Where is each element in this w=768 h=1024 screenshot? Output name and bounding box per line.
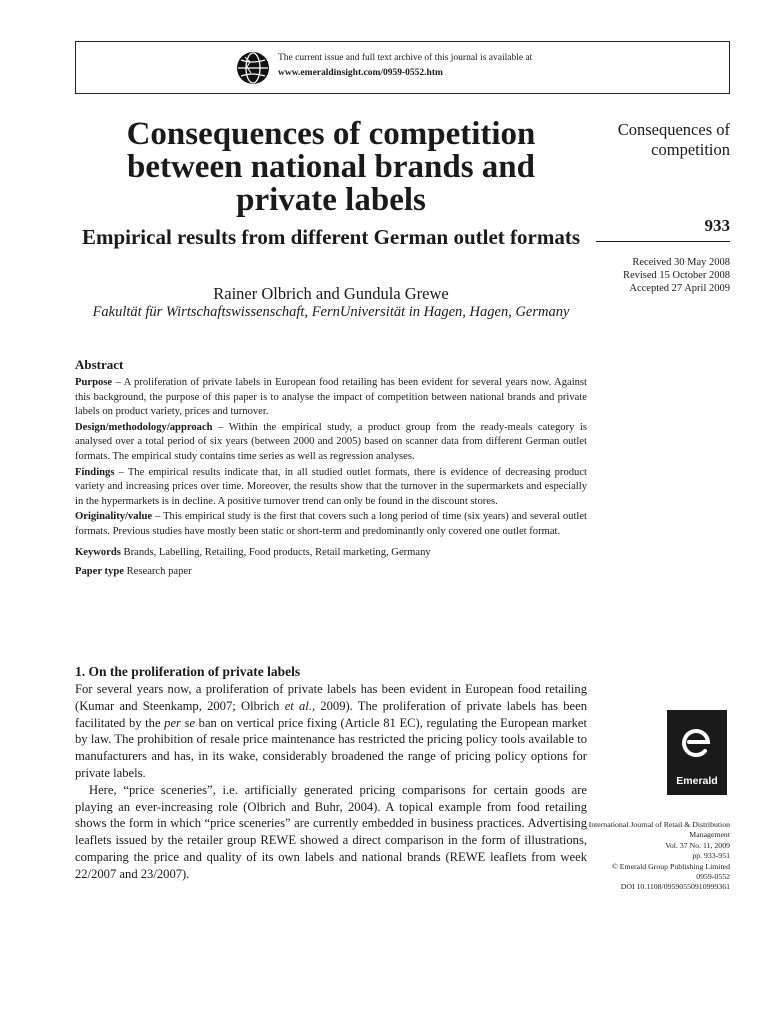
journal-issn: 0959-0552 [696,872,730,882]
abstract-design [75,421,587,465]
originality-text: – This empirical study is the first that covers such a long period of time (six years) and several outlet formats. Previous studies have mostly been static or short-term and predominantly only covered one outlet format. [75,511,587,537]
section-heading: 1. On the proliferation of private labels [75,664,301,679]
globe-icon [236,51,270,85]
purpose-text: – A proliferation of private labels in European food retailing has been evident for several years now. Against this background, the purpose of this paper is to analyse the impact of competition between national brands and private labels on product variety, prices and turnover. [75,377,587,418]
abstract-paper-type [75,565,587,580]
journal-info [580,820,730,893]
section-1 [75,664,587,883]
abstract-originality [75,510,587,539]
design-label: Design/methodology/approach [75,421,213,433]
body-paragraph: Here, “price sceneries”, i.e. artificially generated pricing comparisons for certain goods are playing an ever-increasing role (Olbrich and Buhr, 2004). A topical example from food retailing shows the form in which “price sceneries” are currently embedded in business practices. Advertising leaflets issued by the retailer group REWE showed a direct comparison in the form of illustrations, comparing the price and quality of its own labels and national brands (REWE leaflets from week 22/2007 and 23/2007). [75,782,587,881]
paragraph-text: ban on vertical price fixing (Article 81 EC), regulating the European market by law. The prohibition of resale price maintenance has restricted the pricing policy tools available to manufacturers and has, in its wake, considerably broadened the range of pricing policy options for private labels. [75,715,587,780]
body-paragraph [75,681,587,782]
running-head: Consequences of competition [617,120,730,159]
publisher-logo [667,710,727,795]
paragraph-text: For several years now, a proliferation of private labels has been evident in European food retailing (Kumar and Steenkamp, 2007; Olbrich [75,682,587,713]
originality-label: Originality/value [75,511,153,523]
journal-name: International Journal of Retail & Distribution Management [588,820,730,840]
paragraph-text-italic: per se [164,715,196,730]
paper-type-text: Research paper [123,566,192,578]
findings-text: – The empirical results indicate that, in all studied outlet formats, there is evidence of decreasing product variety and increasing prices over time. Moreover, the results show that the turnover in the supermarkets and especially in the hypermarkets is in decline. A positive turnover trend can only be found in the discount stores. [75,466,587,507]
keywords-text: Brands, Labelling, Retailing, Food products, Retail marketing, Germany [120,546,431,558]
accepted-date: Accepted 27 April 2009 [629,283,730,294]
affiliation: Fakultät für Wirtschaftswissenschaft, FernUniversität in Hagen, Hagen, Germany [92,304,570,320]
findings-label: Findings [75,466,115,478]
journal-doi[interactable]: DOI 10.1108/09590550910999361 [620,882,730,892]
journal-copyright: © Emerald Group Publishing Limited [611,861,730,871]
article-title: Consequences of competition between national brands and private labels [126,116,536,218]
paragraph-text: , 2009). The proliferation of private labels has been facilitated by the [75,698,587,730]
paragraph-text-italic: et al. [284,698,312,713]
article-subtitle: Empirical results from different German outlet formats [81,225,581,249]
keywords-label: Keywords [75,546,121,558]
submission-dates [570,256,730,295]
margin-divider [596,241,730,242]
abstract-keywords [75,546,587,561]
authors: Rainer Olbrich and Gundula Grewe [213,284,449,303]
journal-availability-banner [75,41,730,94]
emerald-e-icon [677,718,717,764]
paper-type-label: Paper type [75,566,124,578]
received-date: Received 30 May 2008 [632,257,730,268]
abstract-heading: Abstract [75,357,124,372]
banner-line: The current issue and full text archive of this journal is available at [278,53,533,63]
abstract-findings [75,466,587,510]
abstract [75,357,587,581]
banner-text [278,51,532,81]
page-number: 933 [704,216,730,235]
journal-volume: Vol. 37 No. 11, 2009 [665,840,730,850]
revised-date: Revised 15 October 2008 [622,270,730,281]
purpose-label: Purpose [75,377,113,388]
journal-url-link[interactable]: www.emeraldinsight.com/0959-0552.htm [278,68,443,78]
logo-text: Emerald [676,775,718,787]
journal-pages: pp. 933-951 [692,851,730,861]
design-text: – Within the empirical study, a product group from the ready-meals category is analysed over a total period of six years (between 2000 and 2005) based on scanner data from different German outlet formats. The empirical study contains time series as well as regression analyses. [75,421,587,462]
abstract-purpose [75,376,587,420]
